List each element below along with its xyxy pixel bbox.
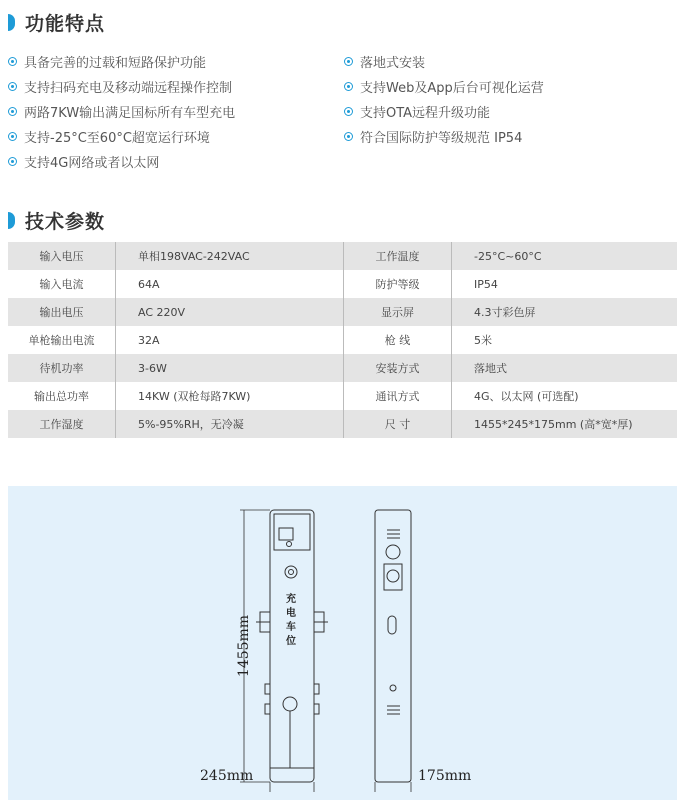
lock-icon	[283, 697, 297, 711]
specs-section-title: 技术参数	[8, 207, 105, 233]
spec-value: 落地式	[452, 354, 678, 382]
feature-item: 支持扫码充电及移动端远程操作控制	[8, 77, 232, 96]
bullet-icon	[344, 132, 353, 141]
depth-dimension-label: 175mm	[418, 768, 472, 784]
table-row	[8, 382, 677, 410]
spec-value: AC 220V	[116, 298, 344, 326]
product-dimension-diagram	[8, 486, 677, 800]
section-marker-icon	[8, 14, 15, 31]
table-row	[8, 298, 677, 326]
spec-label: 待机功率	[8, 354, 116, 382]
spec-label: 显示屏	[344, 298, 452, 326]
indicator-icon	[287, 542, 292, 547]
table-row	[8, 242, 677, 270]
spec-label: 通讯方式	[344, 382, 452, 410]
feature-item: 支持-25°C至60°C超宽运行环境	[8, 127, 210, 146]
feature-item: 符合国际防护等级规范 IP54	[344, 127, 522, 146]
spec-label: 枪 线	[344, 326, 452, 354]
charger-drawing	[8, 486, 677, 800]
table-row	[8, 410, 677, 438]
features-section-title: 功能特点	[8, 9, 105, 35]
section-marker-icon	[8, 212, 15, 229]
bullet-icon	[344, 82, 353, 91]
spec-value: 4.3寸彩色屏	[452, 298, 678, 326]
height-dimension-label: 1455mm	[236, 614, 252, 678]
emergency-stop-icon	[386, 545, 400, 559]
spec-label: 安装方式	[344, 354, 452, 382]
spec-value: -25°C~60°C	[452, 242, 678, 270]
spec-value: IP54	[452, 270, 678, 298]
spec-label: 单枪输出电流	[8, 326, 116, 354]
table-row	[8, 270, 677, 298]
spec-value: 单相198VAC-242VAC	[116, 242, 344, 270]
spec-label: 输出电压	[8, 298, 116, 326]
spec-value: 14KW (双枪每路7KW)	[116, 382, 344, 410]
charger-side-body	[375, 510, 411, 782]
panel-char: 车	[286, 622, 296, 633]
feature-item: 两路7KW输出满足国标所有车型充电	[8, 102, 235, 121]
bullet-icon	[8, 57, 17, 66]
spec-label: 输入电压	[8, 242, 116, 270]
spec-value: 4G、以太网 (可选配)	[452, 382, 678, 410]
led-strip-icon	[388, 616, 396, 634]
feature-item: 具备完善的过载和短路保护功能	[8, 52, 206, 71]
spec-label: 工作温度	[344, 242, 452, 270]
bullet-icon	[8, 107, 17, 116]
panel-char: 充	[286, 594, 296, 605]
feature-item: 落地式安装	[344, 52, 425, 71]
feature-item: 支持Web及App后台可视化运营	[344, 77, 544, 96]
spec-value: 1455*245*175mm (高*宽*厚)	[452, 410, 678, 438]
feature-item: 支持OTA远程升级功能	[344, 102, 490, 121]
spec-value: 5米	[452, 326, 678, 354]
spec-label: 工作湿度	[8, 410, 116, 438]
spec-value: 5%-95%RH，无冷凝	[116, 410, 344, 438]
screen-icon	[279, 528, 293, 540]
spec-label: 输出总功率	[8, 382, 116, 410]
spec-label: 输入电流	[8, 270, 116, 298]
spec-label: 尺 寸	[344, 410, 452, 438]
table-row	[8, 354, 677, 382]
bullet-icon	[344, 107, 353, 116]
bullet-icon	[8, 132, 17, 141]
table-row	[8, 326, 677, 354]
spec-value: 32A	[116, 326, 344, 354]
bullet-icon	[8, 157, 17, 166]
spec-value: 64A	[116, 270, 344, 298]
panel-char: 位	[286, 636, 296, 647]
bullet-icon	[8, 82, 17, 91]
panel-char: 电	[286, 608, 296, 619]
spec-value: 3-6W	[116, 354, 344, 382]
bullet-icon	[344, 57, 353, 66]
width-dimension-label: 245mm	[200, 768, 254, 784]
spec-table	[8, 242, 677, 438]
feature-item: 支持4G网络或者以太网	[8, 152, 159, 171]
spec-label: 防护等级	[344, 270, 452, 298]
qr-button-icon	[285, 566, 297, 578]
